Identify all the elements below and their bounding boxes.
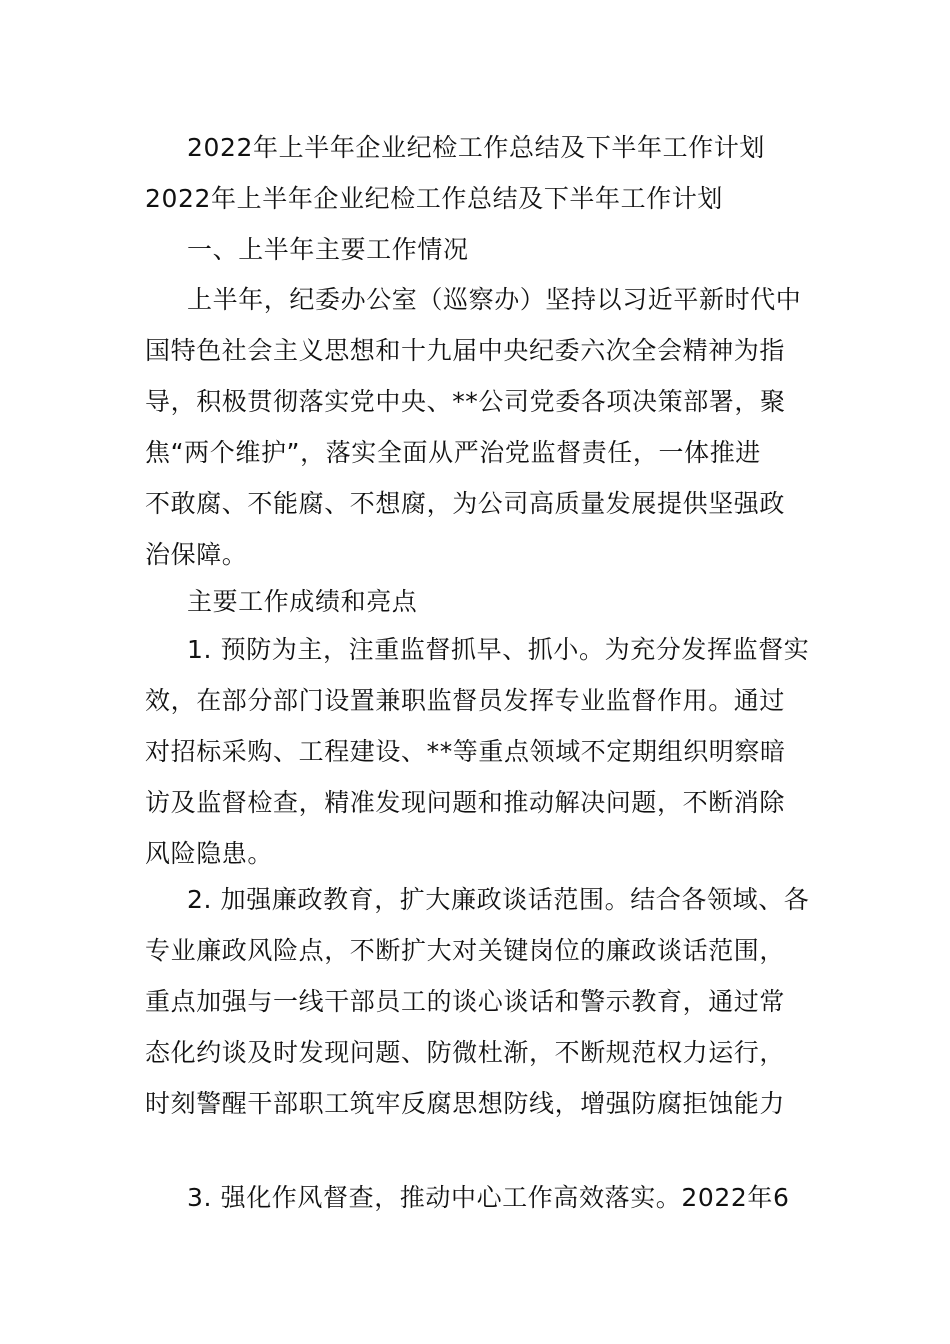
paragraph-line: 对招标采购、工程建设、**等重点领域不定期组织明察暗 (145, 737, 786, 766)
paragraph-line: 专业廉政风险点，不断扩大对关键岗位的廉政谈话范围， (145, 936, 786, 965)
paragraph-line: 不敢腐、不能腐、不想腐，为公司高质量发展提供坚强政 (145, 489, 786, 518)
paragraph-line: 风险隐患。 (145, 839, 274, 868)
paragraph-line: 3. 强化作风督查，推动中心工作高效落实。2022年6 (187, 1183, 790, 1212)
paragraph-line: 1. 预防为主，注重监督抓早、抓小。为充分发挥监督实 (187, 635, 810, 664)
paragraph-line: 治保障。 (145, 540, 248, 569)
paragraph-line: 效，在部分部门设置兼职监督员发挥专业监督作用。通过 (145, 686, 786, 715)
paragraph-line: 上半年，纪委办公室（巡察办）坚持以习近平新时代中 (187, 285, 802, 314)
document-title: 2022年上半年企业纪检工作总结及下半年工作计划 (187, 133, 766, 162)
document-title-repeat: 2022年上半年企业纪检工作总结及下半年工作计划 (145, 184, 724, 213)
paragraph-line: 重点加强与一线干部员工的谈心谈话和警示教育，通过常 (145, 987, 786, 1016)
section-heading: 一、上半年主要工作情况 (187, 235, 469, 264)
paragraph-line: 焦“两个维护”，落实全面从严治党监督责任，一体推进 (145, 438, 761, 467)
paragraph-line: 国特色社会主义思想和十九届中央纪委六次全会精神为指 (145, 336, 786, 365)
paragraph-line: 态化约谈及时发现问题、防微杜渐，不断规范权力运行， (145, 1038, 786, 1067)
paragraph-line: 时刻警醒干部职工筑牢反腐思想防线，增强防腐拒蚀能力 (145, 1089, 786, 1118)
subheading: 主要工作成绩和亮点 (187, 587, 418, 616)
paragraph-line: 访及监督检查，精准发现问题和推动解决问题，不断消除 (145, 788, 786, 817)
paragraph-line: 2. 加强廉政教育，扩大廉政谈话范围。结合各领域、各 (187, 885, 810, 914)
paragraph-line: 导，积极贯彻落实党中央、**公司党委各项决策部署，聚 (145, 387, 786, 416)
